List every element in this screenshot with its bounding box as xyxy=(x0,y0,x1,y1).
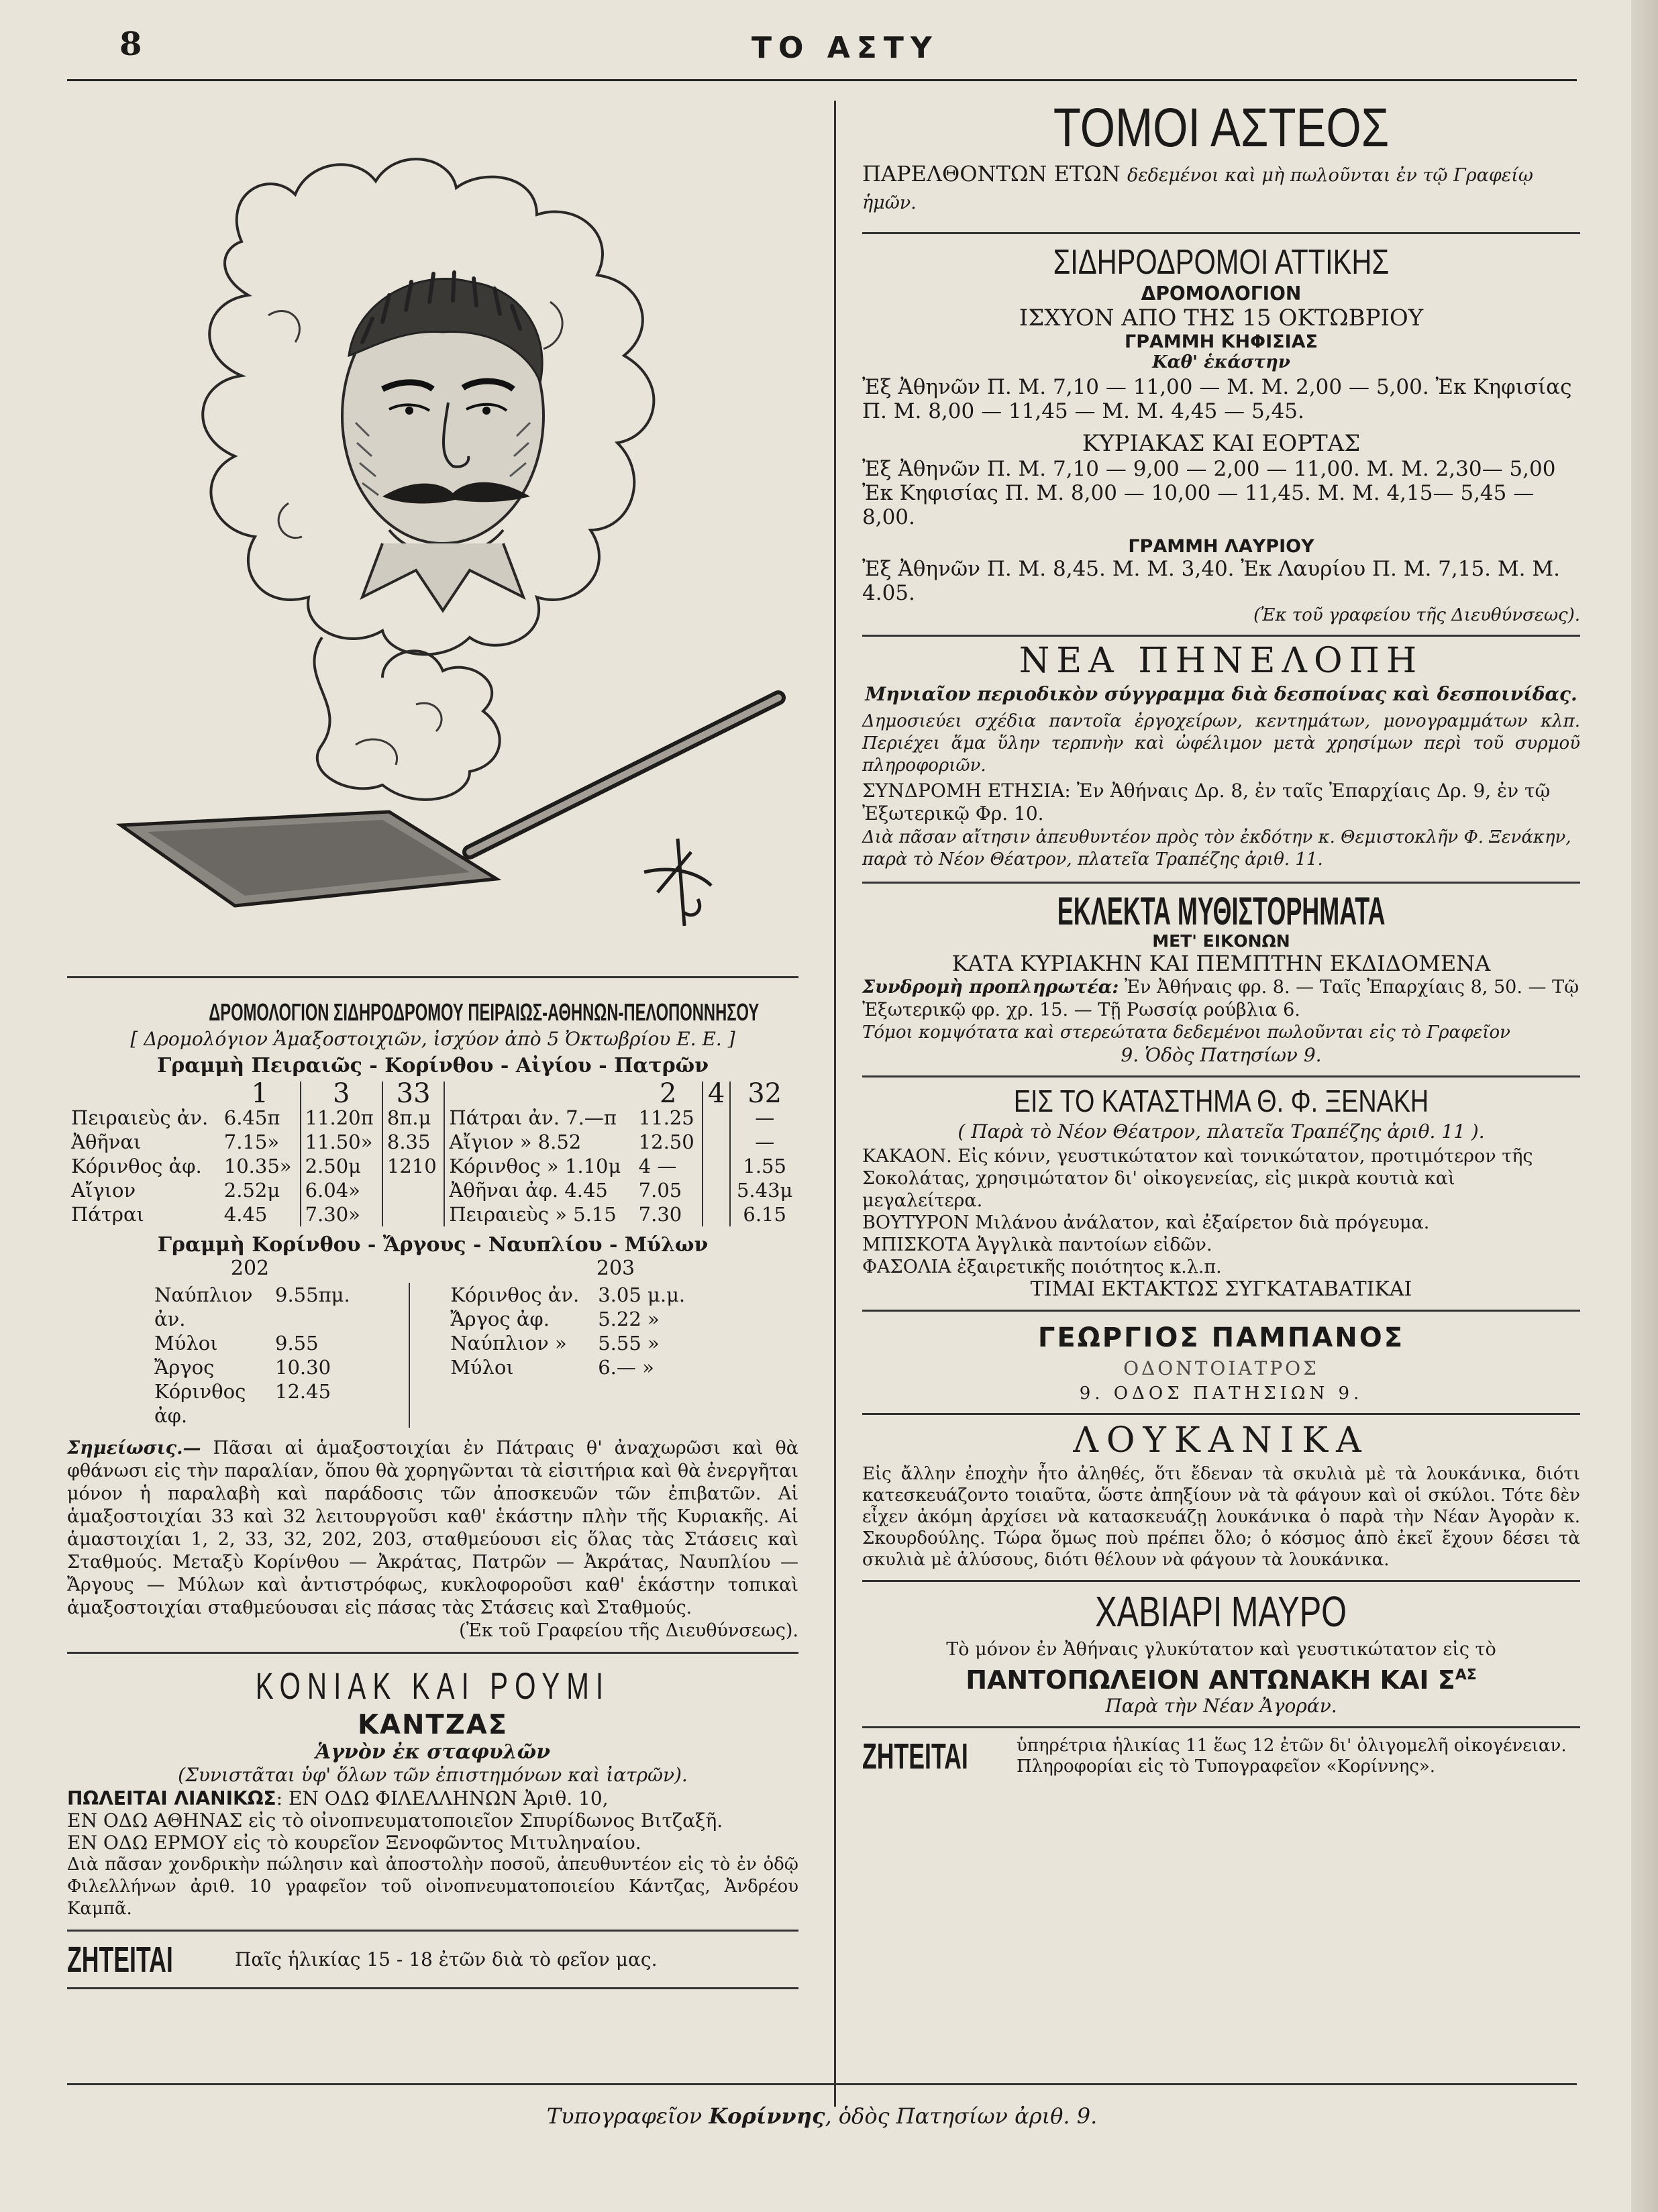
time-cell: 1210 xyxy=(382,1154,445,1178)
shop-superscript: ΑΣ xyxy=(1455,1667,1477,1684)
eklekta-title: ΕΚΛΕΚΤΑ ΜΥΘΙΣΤΟΡΗΜΑΤΑ xyxy=(1057,890,1386,933)
address-line: ΕΝ ΟΔΩ ΕΡΜΟΥ εἰς τὸ κουρεῖον Ξενοφῶντος Μιτυληναίου. xyxy=(67,1832,641,1854)
time-cell: 11.20π xyxy=(301,1106,382,1130)
time-cell: 6.— » xyxy=(598,1356,654,1379)
penelope-sub: Μηνιαῖον περιοδικὸν σύγγραμμα διὰ δεσποίνας καὶ δεσποινίδας. xyxy=(865,683,1577,705)
attiki-valid: ΙΣΧΥΟΝ ΑΠΟ ΤΗΣ 15 ΟΚΤΩΒΡΙΟΥ xyxy=(1019,305,1424,331)
time-cell: 1.55 xyxy=(730,1154,798,1178)
railway-notes xyxy=(67,1437,798,1642)
koniak-brand: ΚΑΝΤΖΑΣ xyxy=(358,1709,508,1740)
top-rule xyxy=(67,79,1577,81)
koniak-title: ΚΟΝΙΑΚ ΚΑΙ ΡΟΥΜΙ xyxy=(255,1665,611,1707)
loukanika-title: ΛΟΥΚΑΝΙΚΑ xyxy=(1073,1420,1369,1461)
pampanos-name: ΓΕΩΡΓΙΟΣ ΠΑΜΠΑΝΟΣ xyxy=(1037,1322,1405,1353)
time-cell: 4.45 xyxy=(223,1203,268,1226)
station-name: Πάτραι xyxy=(71,1203,144,1226)
notes-text: Πᾶσαι αἱ ἁμαξοστοιχίαι ἐν Πάτραις θ' ἀναχωρῶσι καὶ θὰ φθάνωσι εἰς τὴν παραλίαν, ὅπου θὰ χορηγῶνται τὰ εἰσιτήρια καὶ θὰ ἐνεργῆται μόνον ἡ παραλαβὴ καὶ παράδοσις τῶν ἀποσκευῶν τῶν ἐπιβατῶν. Αἱ ἁμαξοστοιχίαι 33 καὶ 32 λειτουργοῦσι καθ' ἑκάστην πλὴν τῆς Κυριακῆς. Αἱ ἁμαστοιχίαι 1, 2, 33, 32, 202, 203, σταθμεύουσι εἰς ὅλας τὰς Στάσεις καὶ Σταθμούς. Μεταξὺ Κορίνθου — Ἀκράτας, Πατρῶν — Ἀκράτας, Ναυπλίου —Ἄργους — Μύλων καὶ ἀντιστρόφως, κυκλοφοροῦσι καθ' ἑκάστην τοπικαὶ ἁμαξοστοιχίαι σταθμεύουσαι εἰς πάσας τὰς Στάσεις καὶ Σταθμούς. xyxy=(67,1438,798,1618)
page-number: 8 xyxy=(119,25,142,63)
time-cell: 5.22 » xyxy=(598,1308,660,1330)
time-cell: 7.30 xyxy=(638,1203,682,1226)
piraeus-railway-subtitle: [ Δρομολόγιον Ἁμαξοστοιχιῶν, ἰσχύον ἀπὸ 5 Ὀκτωβρίου Ε. Ε. ] xyxy=(130,1028,735,1050)
cartoon-drawing xyxy=(67,101,798,966)
prices-line: ΤΙΜΑΙ ΕΚΤΑΚΤΩΣ ΣΥΓΚΑΤΑΒΑΤΙΚΑΙ xyxy=(1030,1277,1412,1301)
zitite-left-advert xyxy=(67,1938,798,1981)
time-cell: 5.43μ xyxy=(730,1178,798,1202)
notes-source: (Ἐκ τοῦ Γραφείου τῆς Διευθύνσεως). xyxy=(459,1620,798,1641)
eklekta-advert xyxy=(862,892,1580,1066)
xaviari-title: ΧΑΒΙΑΡΙ ΜΑΥΡΟ xyxy=(1095,1587,1347,1636)
station-name: Κόρινθος ἀν. xyxy=(450,1283,580,1306)
station-name: Ἀθῆναι ἀφ. 4.45 xyxy=(444,1178,634,1202)
station-name: Πάτραι ἀν. 7.—π xyxy=(444,1106,634,1130)
line2-numbers xyxy=(67,1257,798,1280)
table-row xyxy=(154,1355,368,1379)
time-cell: 10.30 xyxy=(275,1356,331,1379)
koniak-advert xyxy=(67,1667,798,1920)
lavrio-line-title: ΓΡΑΜΜΗ ΛΑΥΡΙΟΥ xyxy=(1128,536,1314,557)
time-cell: 12.45 xyxy=(275,1380,331,1403)
xaviari-shop: ΠΑΝΤΟΠΩΛΕΙΟΝ ΑΝΤΩΝΑΚΗ ΚΑΙ $\Sigma^{A\Sigma}$ xyxy=(966,1665,1477,1695)
pampanos-advert xyxy=(862,1322,1580,1404)
table-row xyxy=(154,1379,368,1428)
xaviari-text: Τὸ μόνον ἐν Ἀθήναις γλυκύτατον καὶ γευστικώτατον εἰς τὸ xyxy=(946,1639,1496,1660)
pampanos-profession: ΟΔΟΝΤΟΙΑΤΡΟΣ xyxy=(1123,1357,1319,1379)
zitite-right-advert xyxy=(862,1735,1580,1777)
table-row xyxy=(67,1130,798,1154)
koniak-tagline: Ἁγνὸν ἐκ σταφυλῶν xyxy=(315,1740,551,1764)
loukanika-advert xyxy=(862,1420,1580,1571)
line2-right xyxy=(450,1283,798,1428)
cartoon-illustration xyxy=(67,101,798,966)
station-name: Πειραιεὺς ἀν. xyxy=(71,1106,209,1129)
time-cell: — xyxy=(730,1106,798,1130)
wholesale-note: Διὰ πᾶσαν χονδρικὴν πώλησιν καὶ ἀποστολὴν ποσοῦ, ἀπευθυντέον εἰς τὸ ἐν ὁδῷ Φιλελλήνων ἀριθ. 10 γραφεῖον τοῦ οἰνοπνευματοποιείου Κάντζας, Ἀνδρέου Καμπᾶ. xyxy=(67,1854,798,1919)
time-cell: — xyxy=(730,1130,798,1154)
time-cell xyxy=(703,1202,731,1226)
attiki-source: (Ἐκ τοῦ γραφείου τῆς Διευθύνσεως). xyxy=(1253,605,1580,625)
tomoi-advert xyxy=(862,97,1580,216)
xenakis-products xyxy=(862,1145,1580,1300)
station-name: Κόρινθος ἀφ. xyxy=(154,1380,246,1427)
station-name: Κόρινθος » 1.10μ xyxy=(444,1154,634,1178)
eklekta-address: 9. Ὁδὸς Πατησίων 9. xyxy=(1121,1044,1322,1066)
penelope-p1: Δημοσιεύει σχέδια παντοῖα ἐργοχείρων, κεντημάτων, μονογραμμάτων κλπ. Περιέχει ἅμα ὕλην τερπνὴν καὶ ὠφέλιμον μετὰ χρησίμων περὶ τοῦ συρμοῦ πληροφοριῶν. xyxy=(862,711,1580,776)
xaviari-advert xyxy=(862,1587,1580,1717)
time-cell: 2.52μ xyxy=(223,1179,280,1202)
line2-title: Γραμμὴ Κορίνθου - Ἄργους - Ναυπλίου - Μύλων xyxy=(157,1233,709,1257)
address-line: : ΕΝ ΟΔΩ ΦΙΛΕΛΛΗΝΩΝ Ἀριθ. 10, xyxy=(276,1787,609,1809)
train-number: 203 xyxy=(596,1257,635,1280)
station-name: Αἴγιον » 8.52 xyxy=(444,1130,634,1154)
penelope-advert xyxy=(862,643,1580,871)
subscription-label: Συνδρομὴ προπληρωτέα: xyxy=(862,977,1119,998)
notes-label: Σημείωσις.— xyxy=(67,1438,201,1459)
eklekta-volumes: Τόμοι κομψότατα καὶ στερεώτατα δεδεμένοι πωλοῦνται εἰς τὸ Γραφεῖον xyxy=(862,1022,1510,1043)
daily-text: Ἐξ Ἀθηνῶν Π. Μ. 7,10 — 11,00 — Μ. Μ. 2,00 — 5,00. Ἐκ Κηφισίας Π. Μ. 8,00 — 11,45 — Μ. Μ. 4,45 — 5,45. xyxy=(862,375,1572,423)
zitite-text: ὑπηρέτρια ἡλικίας 11 ἕως 12 ἐτῶν δι' ὀλιγομελῆ οἰκογένειαν. Πληροφορίαι εἰς τὸ Τυπογραφεῖον «Κορίννης». xyxy=(1017,1735,1567,1777)
table-row xyxy=(450,1283,798,1307)
station-name: Μύλοι xyxy=(450,1356,514,1379)
tomoi-text xyxy=(862,161,1580,216)
train-number: 1 xyxy=(251,1078,268,1109)
address-line: ΕΝ ΟΔΩ ΑΘΗΝΑΣ εἰς τὸ οἰνοπνευματοποιεῖον Σπυρίδωνος Βιτζαξῆ. xyxy=(67,1809,723,1832)
right-column xyxy=(862,97,1580,1777)
penelope-title: ΝΕΑ ΠΗΝΕΛΟΠΗ xyxy=(1019,641,1424,681)
masthead-title: ΤΟ ΑΣΤΥ xyxy=(752,31,939,65)
table-row xyxy=(450,1331,798,1355)
train-number: 32 xyxy=(730,1082,798,1106)
time-cell: 2.50μ xyxy=(301,1154,382,1178)
xenakis-title: ΕΙΣ ΤΟ ΚΑΤΑΣΤΗΜΑ Θ. Φ. ΞΕΝΑΚΗ xyxy=(1013,1084,1429,1118)
xenakis-address: ( Παρὰ τὸ Νέον Θέατρον, πλατεῖα Τραπέζης ἀριθ. 11 ). xyxy=(957,1120,1485,1143)
train-number: 3 xyxy=(301,1082,382,1106)
table-row xyxy=(67,1154,798,1178)
line1-timetable xyxy=(67,1078,798,1226)
train-number: 2 xyxy=(660,1078,677,1109)
zitite-label: ΖΗΤΕΙΤΑΙ xyxy=(67,1940,173,1980)
daily-label: Καθ' ἑκάστην xyxy=(1152,352,1290,372)
eklekta-sub: ΜΕΤ' ΕΙΚΟΝΩΝ xyxy=(1152,931,1290,951)
time-cell: 7.05 xyxy=(638,1179,682,1202)
zitite-text: Παῖς ἡλικίας 15 - 18 ἐτῶν διὰ τὸ φεῖον μας. xyxy=(235,1948,658,1970)
train-number: 33 xyxy=(382,1082,445,1106)
loukanika-text: Εἰς ἄλλην ἐποχὴν ἦτο ἀληθές, ὅτι ἔδεναν τὰ σκυλιὰ μὲ τὰ λουκάνικα, διότι κατεσκευάζοντο τοιαῦτα, ὥστε ἀπηξίουν νὰ τὰ φάγουν καὶ οἱ σκύλοι. Τότε δὲν εἶχεν ἀκόμη ἀρχίσει νὰ κατασκευάζῃ λουκάνικα ὁ παρὰ τὴν Νέαν Ἀγορὰν κ. Σκουρδούλης. Τώρα ὅμως ποὺ πρέπει ὅλο; ὁ κόσμος ἀπὸ ἐκεῖ ἔχουν δέσει τὰ σκυλιὰ μὲ ἁλύσους, διότι θέλουν νὰ φάγουν τὰ λουκάνικα. xyxy=(862,1464,1580,1570)
time-cell: 9.55πμ. xyxy=(275,1283,350,1306)
tomoi-title: ΤΟΜΟΙ ΑΣΤΕΟΣ xyxy=(1053,97,1390,158)
time-cell: 11.25 xyxy=(638,1106,694,1129)
table-row xyxy=(67,1178,798,1202)
footer-rule xyxy=(67,2083,1577,2085)
station-name: Ἄργος xyxy=(154,1356,215,1379)
table-row xyxy=(67,1106,798,1130)
piraeus-railway-title: ΔΡΟΜΟΛΟΓΙΟΝ ΣΙΔΗΡΟΔΡΟΜΟΥ ΠΕΙΡΑΙΩΣ-ΑΘΗΝΩΝ-ΠΕΛΟΠΟΝΝΗΣΟΥ xyxy=(209,998,760,1026)
sheet-edge xyxy=(1631,0,1658,2212)
table-row xyxy=(450,1307,798,1331)
time-cell: 7.30» xyxy=(301,1202,382,1226)
penelope-p3: Διὰ πᾶσαν αἴτησιν ἀπευθυντέον πρὸς τὸν ἐκδότην κ. Θεμιστοκλῆν Φ. Ξενάκην, παρὰ τὸ Νέον Θέατρον, πλατεῖα Τραπέζης ἀριθ. 11. xyxy=(862,827,1571,870)
time-cell xyxy=(382,1178,445,1202)
station-name: Κόρινθος ἀφ. xyxy=(71,1155,202,1177)
sundays-text: Ἐξ Ἀθηνῶν Π. Μ. 7,10 — 9,00 — 2,00 — 11,00. Μ. Μ. 2,30— 5,00 Ἐκ Κηφισίας Π. Μ. 8,00 — 10,00 — 11,45. Μ. Μ. 4,15— 5,45 — 8,00. xyxy=(862,457,1556,529)
time-cell: 9.55 xyxy=(275,1332,319,1355)
kifisia-line-title: ΓΡΑΜΜΗ ΚΗΦΙΣΙΑΣ xyxy=(1125,331,1318,352)
time-cell: 10.35» xyxy=(223,1155,292,1177)
eklekta-subscription xyxy=(862,976,1580,1022)
time-cell: 12.50 xyxy=(638,1130,694,1153)
station-name: Ναύπλιον ἀν. xyxy=(154,1283,253,1330)
koniak-recommend: (Συνιστᾶται ὑφ' ὅλων τῶν ἐπιστημόνων καὶ ἰατρῶν). xyxy=(178,1764,688,1786)
koniak-addresses xyxy=(67,1787,798,1920)
xaviari-place: Παρὰ τὴν Νέαν Ἀγοράν. xyxy=(1105,1695,1337,1717)
station-name: Ἄργος ἀφ. xyxy=(450,1308,550,1330)
subscription-text: Ἐν Ἀθήναις φρ. 8. — Ταῖς Ἐπαρχίαις 8, 50. — Τῷ Ἐξωτερικῷ φρ. χρ. 15. — Τῇ Ρωσσίᾳ ρούβλια 6. xyxy=(862,977,1579,1020)
column-rule xyxy=(834,101,836,2107)
time-cell: 3.05 μ.μ. xyxy=(598,1283,686,1306)
station-name: Αἴγιον xyxy=(71,1179,136,1202)
tomoi-rest: δεδεμένοι καὶ μὴ πωλοῦνται ἐν τῷ Γραφείῳ ἡμῶν. xyxy=(862,165,1533,213)
station-name: Πειραιεὺς » 5.15 xyxy=(444,1202,634,1226)
time-cell: 6.45π xyxy=(223,1106,280,1129)
xenakis-advert xyxy=(862,1086,1580,1300)
piraeus-railway-timetable xyxy=(67,998,798,1642)
product-voutyron: ΒΟΥΤΥΡΟΝ Μιλάνου ἀνάλατον, καὶ ἐξαίρετον διὰ πρόγευμα. xyxy=(862,1212,1430,1233)
attiki-sub: ΔΡΟΜΟΛΟΓΙΟΝ xyxy=(1141,282,1302,305)
line2-timetable xyxy=(67,1283,798,1428)
table-row xyxy=(154,1283,368,1331)
time-cell: 8.35 xyxy=(382,1130,445,1154)
artist-monogram-icon xyxy=(644,839,711,926)
time-cell: 11.50» xyxy=(301,1130,382,1154)
train-number: 202 xyxy=(230,1257,270,1280)
time-cell: 4 — xyxy=(638,1155,677,1177)
attiki-railway xyxy=(862,245,1580,625)
time-cell xyxy=(703,1154,731,1178)
time-cell: 7.15» xyxy=(223,1130,280,1153)
tomoi-caps: ΠΑΡΕΛΘΟΝΤΩΝ ΕΤΩΝ xyxy=(862,161,1121,187)
table-row xyxy=(450,1355,798,1379)
station-name: Μύλοι xyxy=(154,1332,218,1355)
station-name: Ναύπλιον » xyxy=(450,1332,567,1355)
station-name: Ἀθῆναι xyxy=(71,1130,142,1153)
time-cell: 8π.μ xyxy=(382,1106,445,1130)
line2-left xyxy=(67,1283,368,1428)
product-kakaon: ΚΑΚΑΟΝ. Εἰς κόνιν, γευστικώτατον καὶ τονικώτατον, προτιμότερον τῆς Σοκολάτας, χρησιμώτατον δι' οἰκογενείας, εἰς μικρὰ κουτιὰ καὶ μεγαλείτερα. xyxy=(862,1146,1533,1211)
product-biskota: ΜΠΙΣΚΟΤΑ Ἀγγλικὰ παντοίων εἰδῶν. xyxy=(862,1234,1212,1255)
train-number: 4 xyxy=(703,1082,731,1106)
lavrio-text: Ἐξ Ἀθηνῶν Π. Μ. 8,45. Μ. Μ. 3,40. Ἐκ Λαυρίου Π. Μ. 7,15. Μ. Μ. 4.05. xyxy=(862,557,1560,605)
zitite-label: ΖΗΤΕΙΤΑΙ xyxy=(862,1736,968,1777)
footer-printer: Τυπογραφεῖον Κορίννης, ὁδὸς Πατησίων ἀριθ. 9. xyxy=(546,2103,1098,2129)
line1-title: Γραμμὴ Πειραιῶς - Κορίνθου - Αἰγίου - Πατρῶν xyxy=(156,1054,709,1077)
table-divider xyxy=(409,1283,410,1428)
pampanos-address: 9. ΟΔΟΣ ΠΑΤΗΣΙΩΝ 9. xyxy=(1079,1383,1363,1404)
left-column xyxy=(67,976,798,1989)
time-cell xyxy=(703,1106,731,1130)
attiki-title: ΣΙΔΗΡΟΔΡΟΜΟΙ ΑΤΤΙΚΗΣ xyxy=(1053,243,1390,282)
time-cell: 6.15 xyxy=(730,1202,798,1226)
time-cell xyxy=(703,1130,731,1154)
timetable-header-row xyxy=(67,1082,798,1106)
time-cell: 6.04» xyxy=(301,1178,382,1202)
eklekta-issue: ΚΑΤΑ ΚΥΡΙΑΚΗΝ ΚΑΙ ΠΕΜΠΤΗΝ ΕΚΔΙΔΟΜΕΝΑ xyxy=(951,951,1491,976)
retail-label: ΠΩΛΕΙΤΑΙ ΛΙΑΝΙΚΩΣ xyxy=(67,1787,276,1809)
time-cell xyxy=(382,1202,445,1226)
product-fasolia: ΦΑΣΟΛΙΑ ἐξαιρετικῆς ποιότητος κ.λ.π. xyxy=(862,1257,1222,1277)
time-cell: 5.55 » xyxy=(598,1332,660,1355)
penelope-p2: ΣΥΝΔΡΟΜΗ ΕΤΗΣΙΑ: Ἐν Ἀθήναις Δρ. 8, ἐν ταῖς Ἐπαρχίαις Δρ. 9, ἐν τῷ Ἐξωτερικῷ Φρ. 10. xyxy=(862,780,1551,825)
time-cell xyxy=(703,1178,731,1202)
table-row xyxy=(154,1331,368,1355)
sundays-title: ΚΥΡΙΑΚΑΣ ΚΑΙ ΕΟΡΤΑΣ xyxy=(1082,430,1361,457)
table-row xyxy=(67,1202,798,1226)
